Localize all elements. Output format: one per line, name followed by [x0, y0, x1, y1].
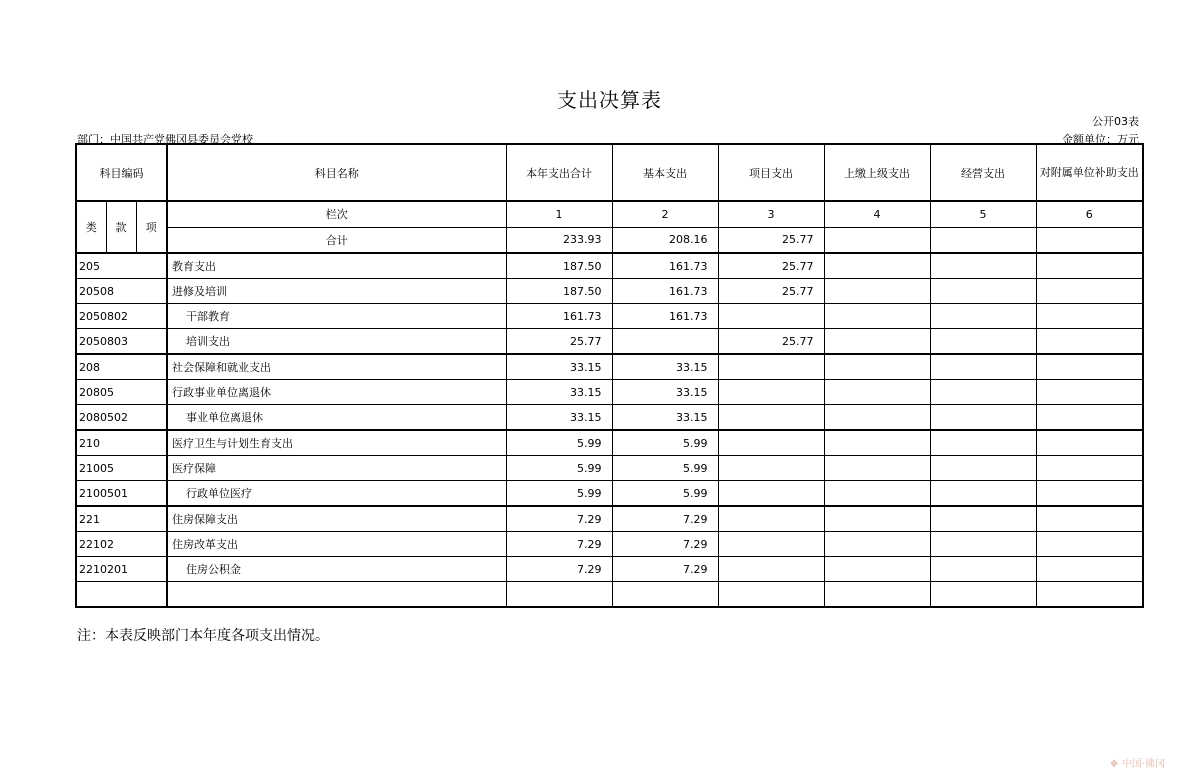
header-name: 科目名称	[167, 144, 506, 201]
header-col3: 项目支出	[718, 144, 824, 201]
row-c1: 33.15	[506, 354, 612, 380]
row-c6	[1036, 557, 1143, 582]
col-number-1: 1	[506, 201, 612, 227]
header-code-group: 科目编码	[76, 144, 167, 201]
expenditure-table	[75, 143, 1144, 608]
table-row	[76, 456, 1143, 481]
row-c3	[718, 354, 824, 380]
row-name: 进修及培训	[167, 279, 506, 304]
row-c5	[930, 405, 1036, 431]
row-c4	[824, 506, 930, 532]
row-c1: 7.29	[506, 532, 612, 557]
table-row	[76, 506, 1143, 532]
row-c4	[824, 253, 930, 279]
row-c5	[930, 354, 1036, 380]
row-c3: 25.77	[718, 279, 824, 304]
row-c2: 161.73	[612, 279, 718, 304]
row-name: 医疗卫生与计划生育支出	[167, 430, 506, 456]
row-c6	[1036, 405, 1143, 431]
row-c3	[718, 405, 824, 431]
row-c5	[930, 506, 1036, 532]
header-col4: 上缴上级支出	[824, 144, 930, 201]
row-c3	[718, 557, 824, 582]
row-c3: 25.77	[718, 253, 824, 279]
row-c4	[824, 329, 930, 355]
row-c3	[718, 430, 824, 456]
empty-cell	[930, 582, 1036, 608]
row-c3	[718, 456, 824, 481]
row-c1: 5.99	[506, 456, 612, 481]
row-c5	[930, 279, 1036, 304]
row-c4	[824, 279, 930, 304]
row-name: 干部教育	[167, 304, 506, 329]
empty-row	[76, 582, 1143, 608]
row-c4	[824, 405, 930, 431]
col-number-5: 5	[930, 201, 1036, 227]
row-c3	[718, 481, 824, 507]
row-c5	[930, 380, 1036, 405]
row-c2: 161.73	[612, 304, 718, 329]
row-c6	[1036, 304, 1143, 329]
row-c5	[930, 304, 1036, 329]
total-c6	[1036, 227, 1143, 253]
row-c2: 7.29	[612, 532, 718, 557]
header-lanci: 栏次	[167, 201, 506, 227]
col-number-4: 4	[824, 201, 930, 227]
col-number-6: 6	[1036, 201, 1143, 227]
row-c1: 5.99	[506, 430, 612, 456]
row-c6	[1036, 506, 1143, 532]
total-c4	[824, 227, 930, 253]
row-c6	[1036, 430, 1143, 456]
row-name: 教育支出	[167, 253, 506, 279]
row-c3	[718, 506, 824, 532]
row-code: 22102	[76, 532, 167, 557]
row-code: 205	[76, 253, 167, 279]
row-code: 2210201	[76, 557, 167, 582]
row-code: 2100501	[76, 481, 167, 507]
department-label: 部门：中国共产党佛冈县委员会党校	[77, 133, 253, 146]
row-c2: 5.99	[612, 430, 718, 456]
row-c3	[718, 380, 824, 405]
row-c2: 5.99	[612, 481, 718, 507]
header-row	[76, 144, 1143, 201]
total-label: 合计	[167, 227, 506, 253]
row-code: 2050802	[76, 304, 167, 329]
header-kuan: 款	[106, 201, 136, 253]
row-c1: 7.29	[506, 557, 612, 582]
header-col2: 基本支出	[612, 144, 718, 201]
row-code: 20805	[76, 380, 167, 405]
row-name: 社会保障和就业支出	[167, 354, 506, 380]
row-c2: 33.15	[612, 405, 718, 431]
row-c1: 25.77	[506, 329, 612, 355]
form-number: 公开03表	[1092, 115, 1139, 128]
table-row	[76, 329, 1143, 355]
row-c4	[824, 304, 930, 329]
row-code: 221	[76, 506, 167, 532]
watermark-text: 中国·佛冈	[1121, 759, 1165, 770]
header-col1: 本年支出合计	[506, 144, 612, 201]
col-number-2: 2	[612, 201, 718, 227]
row-name: 行政单位医疗	[167, 481, 506, 507]
row-c1: 161.73	[506, 304, 612, 329]
table-row	[76, 354, 1143, 380]
row-code: 2050803	[76, 329, 167, 355]
row-c6	[1036, 380, 1143, 405]
table-row	[76, 405, 1143, 431]
empty-cell	[824, 582, 930, 608]
row-c5	[930, 481, 1036, 507]
empty-cell	[718, 582, 824, 608]
row-c4	[824, 481, 930, 507]
header-xiang: 项	[136, 201, 167, 253]
amount-unit-label: 金额单位：万元	[1062, 133, 1139, 146]
row-name: 住房保障支出	[167, 506, 506, 532]
row-code: 20508	[76, 279, 167, 304]
table-row	[76, 380, 1143, 405]
empty-cell	[76, 582, 167, 608]
table-row	[76, 481, 1143, 507]
empty-cell	[612, 582, 718, 608]
row-c2: 33.15	[612, 354, 718, 380]
total-c2: 208.16	[612, 227, 718, 253]
row-name: 住房改革支出	[167, 532, 506, 557]
total-c1: 233.93	[506, 227, 612, 253]
empty-cell	[167, 582, 506, 608]
row-c2: 5.99	[612, 456, 718, 481]
table-row	[76, 430, 1143, 456]
row-c2: 33.15	[612, 380, 718, 405]
row-c6	[1036, 354, 1143, 380]
total-c5	[930, 227, 1036, 253]
row-c4	[824, 354, 930, 380]
row-c6	[1036, 253, 1143, 279]
row-c5	[930, 557, 1036, 582]
header-col5: 经营支出	[930, 144, 1036, 201]
row-c4	[824, 430, 930, 456]
header-lei: 类	[76, 201, 106, 253]
row-c1: 33.15	[506, 405, 612, 431]
watermark-logo: ❖ 中国·佛冈	[1109, 759, 1165, 770]
footnote: 注：本表反映部门本年度各项支出情况。	[77, 628, 329, 644]
row-name: 医疗保障	[167, 456, 506, 481]
row-c6	[1036, 456, 1143, 481]
row-c2: 7.29	[612, 506, 718, 532]
empty-cell	[1036, 582, 1143, 608]
row-code: 208	[76, 354, 167, 380]
table-row	[76, 532, 1143, 557]
table-row	[76, 279, 1143, 304]
table-row	[76, 253, 1143, 279]
row-c4	[824, 456, 930, 481]
row-code: 21005	[76, 456, 167, 481]
row-c6	[1036, 329, 1143, 355]
row-code: 2080502	[76, 405, 167, 431]
row-c1: 33.15	[506, 380, 612, 405]
row-c5	[930, 253, 1036, 279]
row-c1: 187.50	[506, 279, 612, 304]
row-c3	[718, 532, 824, 557]
column-number-row	[76, 201, 1143, 227]
row-c2: 7.29	[612, 557, 718, 582]
row-c5	[930, 430, 1036, 456]
total-c3: 25.77	[718, 227, 824, 253]
row-c1: 5.99	[506, 481, 612, 507]
row-c5	[930, 456, 1036, 481]
row-c2	[612, 329, 718, 355]
row-c3: 25.77	[718, 329, 824, 355]
row-c6	[1036, 481, 1143, 507]
header-col6: 对附属单位补助支出	[1036, 144, 1143, 201]
page-title: 支出决算表	[557, 88, 662, 112]
row-c1: 7.29	[506, 506, 612, 532]
row-c4	[824, 380, 930, 405]
total-row	[76, 227, 1143, 253]
row-c3	[718, 304, 824, 329]
table-row	[76, 557, 1143, 582]
row-name: 事业单位离退休	[167, 405, 506, 431]
row-c5	[930, 532, 1036, 557]
row-c4	[824, 557, 930, 582]
row-code: 210	[76, 430, 167, 456]
row-name: 住房公积金	[167, 557, 506, 582]
row-c1: 187.50	[506, 253, 612, 279]
row-c6	[1036, 532, 1143, 557]
row-c4	[824, 532, 930, 557]
empty-cell	[506, 582, 612, 608]
row-c2: 161.73	[612, 253, 718, 279]
row-c6	[1036, 279, 1143, 304]
col-number-3: 3	[718, 201, 824, 227]
row-name: 行政事业单位离退休	[167, 380, 506, 405]
row-c5	[930, 329, 1036, 355]
row-name: 培训支出	[167, 329, 506, 355]
table-row	[76, 304, 1143, 329]
